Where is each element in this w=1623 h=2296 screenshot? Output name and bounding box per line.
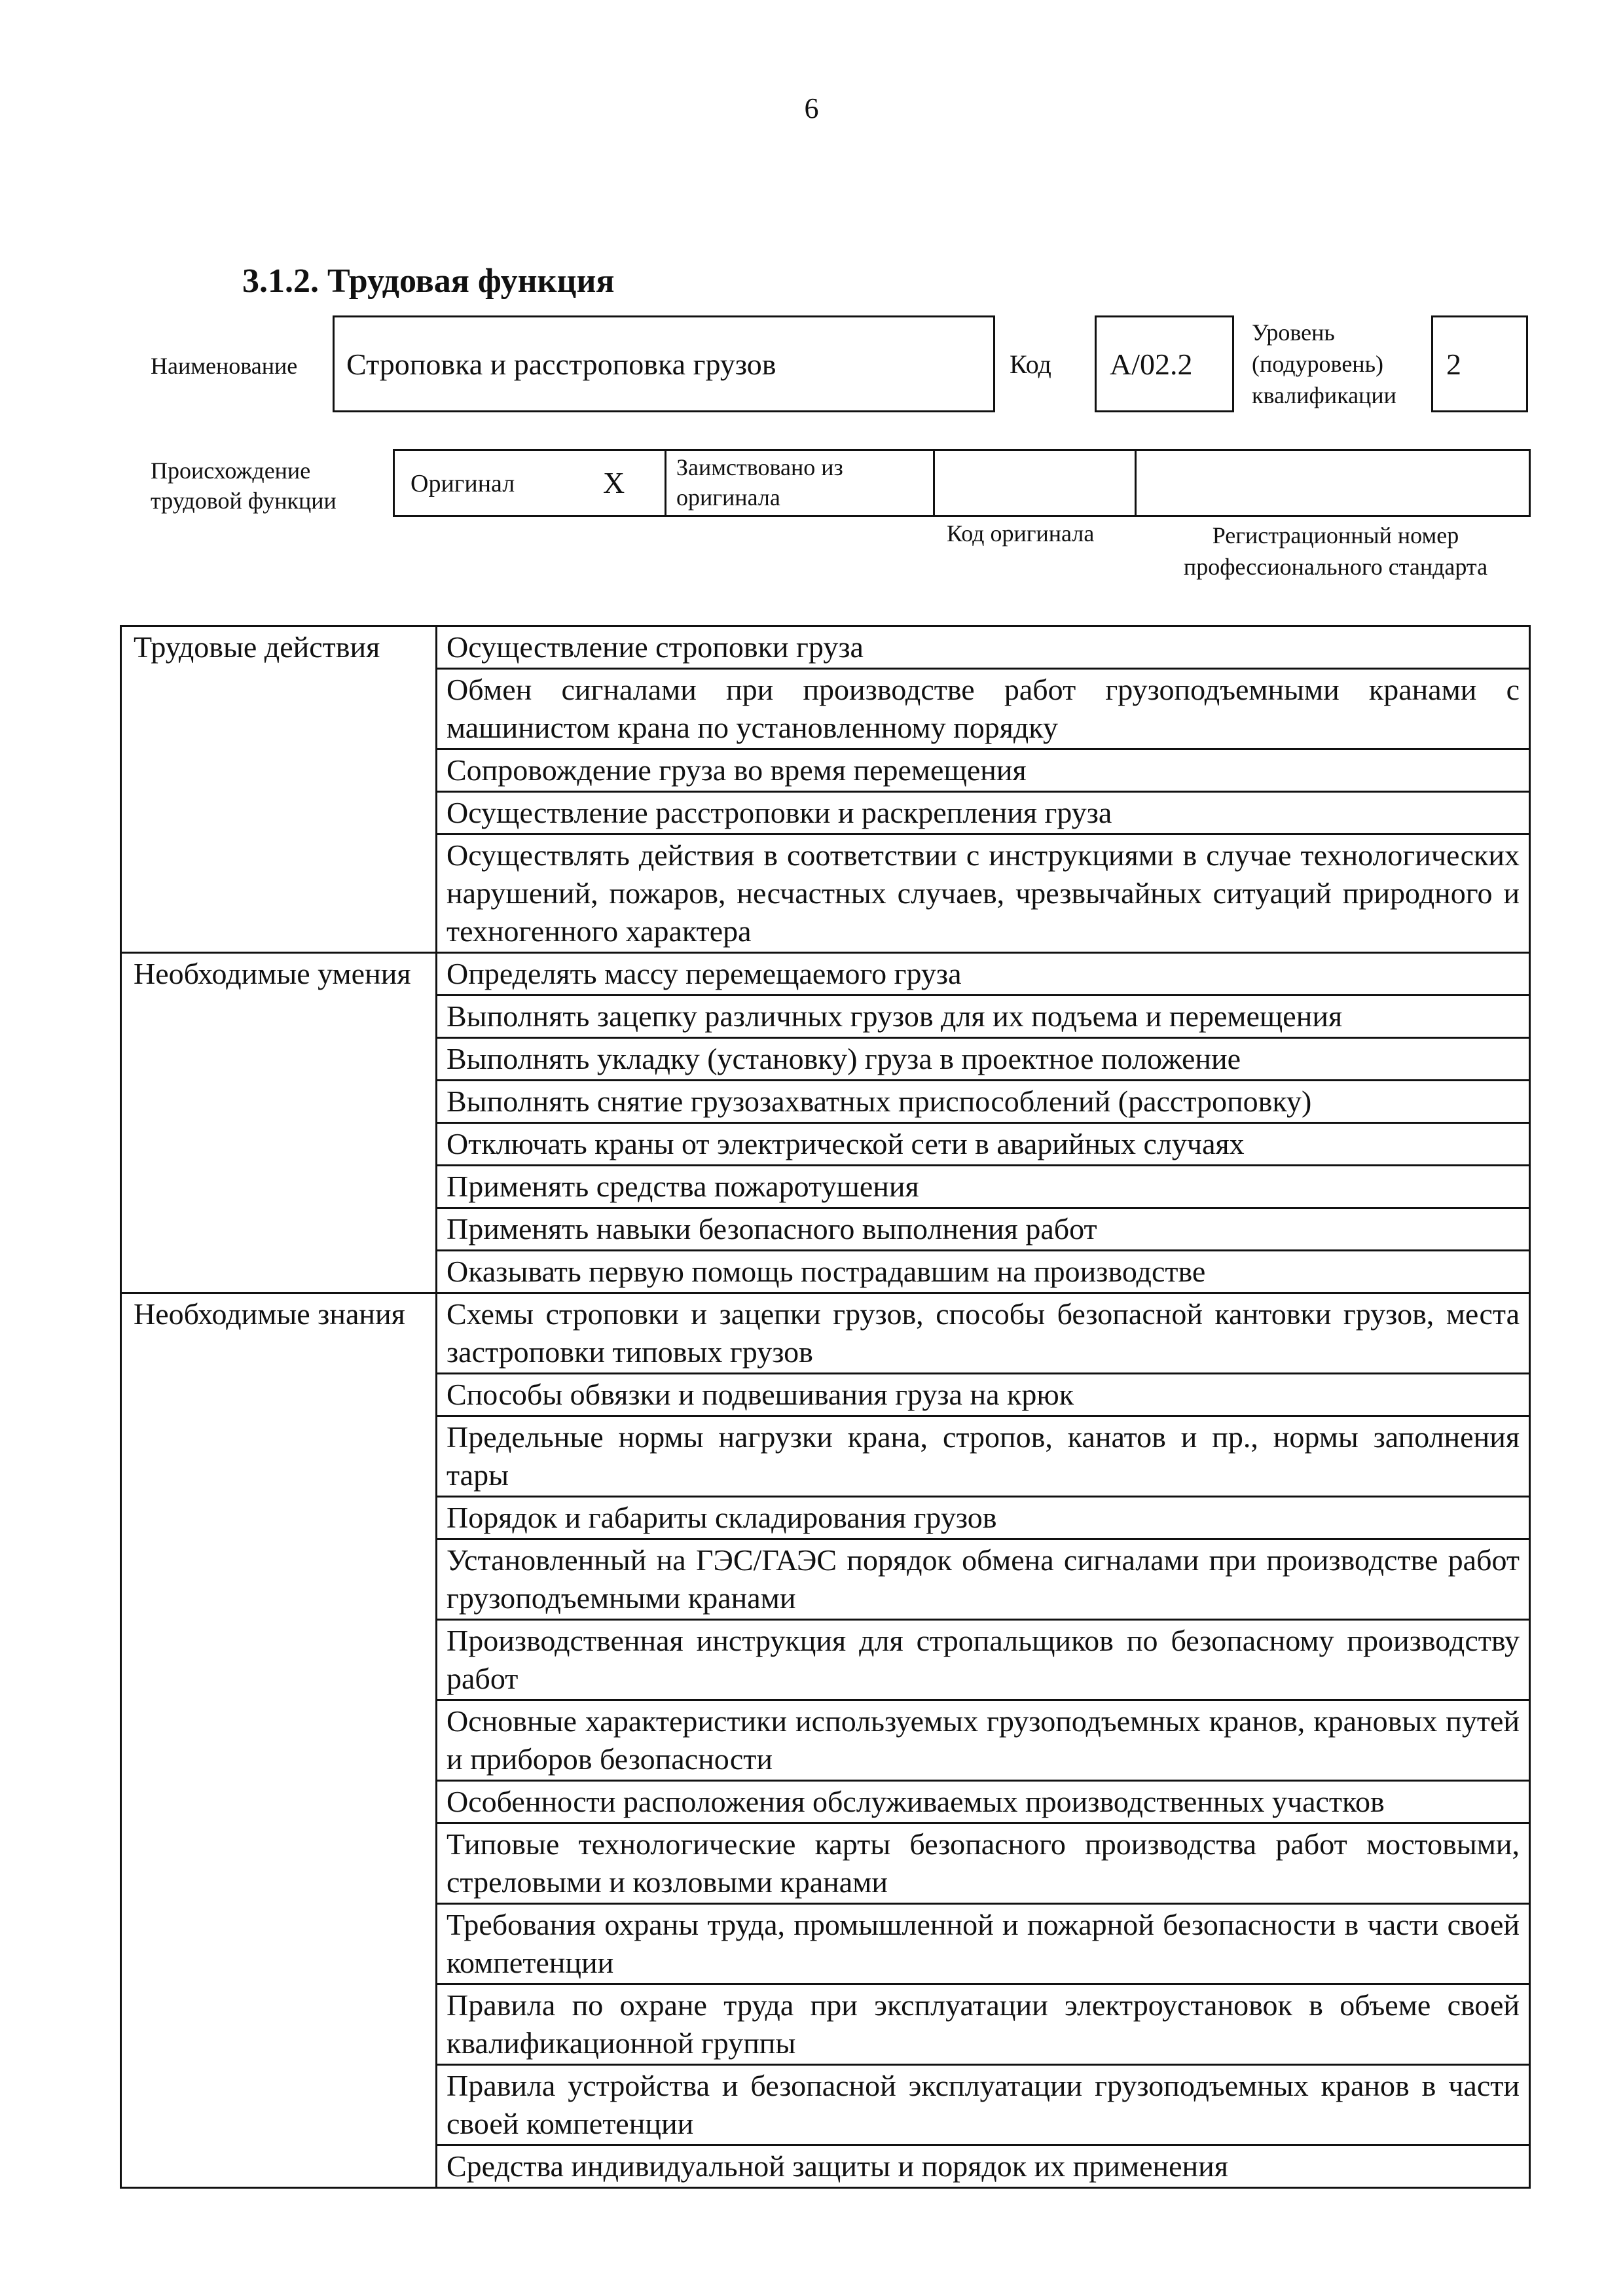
category-required-skills: Необходимые умения [121,953,437,1293]
original-mark: X [603,466,625,499]
borrowed-label-line: оригинала [676,484,780,511]
origin-table [393,449,1531,517]
level-field [1431,315,1528,412]
reg-number-caption-line: профессионального стандарта [1183,554,1488,580]
borrowed-label-line: Заимствовано из [676,454,843,480]
code-label: Код [1010,350,1051,379]
origin-label [151,456,337,516]
origin-label-line: Происхождение [151,457,311,484]
table-item: Выполнять укладку (установку) груза в проектное положение [437,1038,1530,1081]
table-item: Выполнять снятие грузозахватных приспособлений (расстроповку) [437,1081,1530,1123]
level-label-line: (подуровень) [1252,351,1383,377]
origin-label-line: трудовой функции [151,488,337,514]
table-item: Применять средства пожаротушения [437,1166,1530,1208]
requirements-table [120,625,1531,2189]
level-label [1252,317,1396,411]
table-row [121,953,1530,996]
name-label: Наименование [151,353,298,379]
category-labor-actions: Трудовые действия [121,626,437,953]
name-field [333,315,995,412]
borrowed-label [676,452,843,512]
table-item: Типовые технологические карты безопасного производства работ мостовыми, стреловыми и козловыми кранами [437,1823,1530,1904]
table-item: Сопровождение груза во время перемещения [437,749,1530,792]
name-value: Строповка и расстроповка грузов [346,347,776,381]
table-item: Основные характеристики используемых грузоподъемных кранов, крановых путей и приборов безопасности [437,1700,1530,1781]
table-item: Схемы строповки и зацепки грузов, способы безопасной кантовки грузов, места застроповки типовых грузов [437,1293,1530,1374]
table-item: Установленный на ГЭС/ГАЭС порядок обмена сигналами при производстве работ грузоподъемными кранами [437,1539,1530,1620]
table-item: Средства индивидуальной защиты и порядок их применения [437,2145,1530,2188]
table-item: Производственная инструкция для стропальщиков по безопасному производству работ [437,1620,1530,1700]
table-item: Осуществление расстроповки и раскрепления груза [437,792,1530,834]
page-number: 6 [804,92,819,124]
table-item: Применять навыки безопасного выполнения работ [437,1208,1530,1251]
table-item: Осуществление строповки груза [437,626,1530,669]
table-row [121,626,1530,669]
table-item: Обмен сигналами при производстве работ грузоподъемными кранами с машинистом крана по установленному порядку [437,669,1530,749]
level-label-line: квалификации [1252,382,1396,408]
table-item: Определять массу перемещаемого груза [437,953,1530,996]
code-original-caption: Код оригинала [947,520,1095,547]
table-item: Оказывать первую помощь пострадавшим на производстве [437,1251,1530,1293]
level-value: 2 [1446,347,1461,381]
table-item: Правила по охране труда при эксплуатации электроустановок в объеме своей квалификационной группы [437,1984,1530,2065]
table-item: Порядок и габариты складирования грузов [437,1497,1530,1539]
table-item: Особенности расположения обслуживаемых производственных участков [437,1781,1530,1823]
table-item: Способы обвязки и подвешивания груза на крюк [437,1374,1530,1416]
table-item: Правила устройства и безопасной эксплуатации грузоподъемных кранов в части своей компетенции [437,2065,1530,2145]
reg-number-caption-line: Регистрационный номер [1212,522,1459,548]
section-title: 3.1.2. Трудовая функция [242,262,615,300]
original-label: Оригинал [410,470,515,497]
reg-number-caption [1152,520,1519,583]
code-field [1095,315,1234,412]
table-item: Отключать краны от электрической сети в аварийных случаях [437,1123,1530,1166]
code-value: A/02.2 [1110,347,1193,381]
level-label-line: Уровень [1252,319,1335,346]
table-row [121,1293,1530,1374]
table-item: Требования охраны труда, промышленной и пожарной безопасности в части своей компетенции [437,1904,1530,1984]
table-item: Осуществлять действия в соответствии с инструкциями в случае технологических нарушений, пожаров, несчастных случаев, чрезвычайных ситуаций природного и техногенного характера [437,834,1530,953]
category-required-knowledge: Необходимые знания [121,1293,437,2188]
table-item: Предельные нормы нагрузки крана, стропов, канатов и пр., нормы заполнения тары [437,1416,1530,1497]
table-item: Выполнять зацепку различных грузов для их подъема и перемещения [437,996,1530,1038]
